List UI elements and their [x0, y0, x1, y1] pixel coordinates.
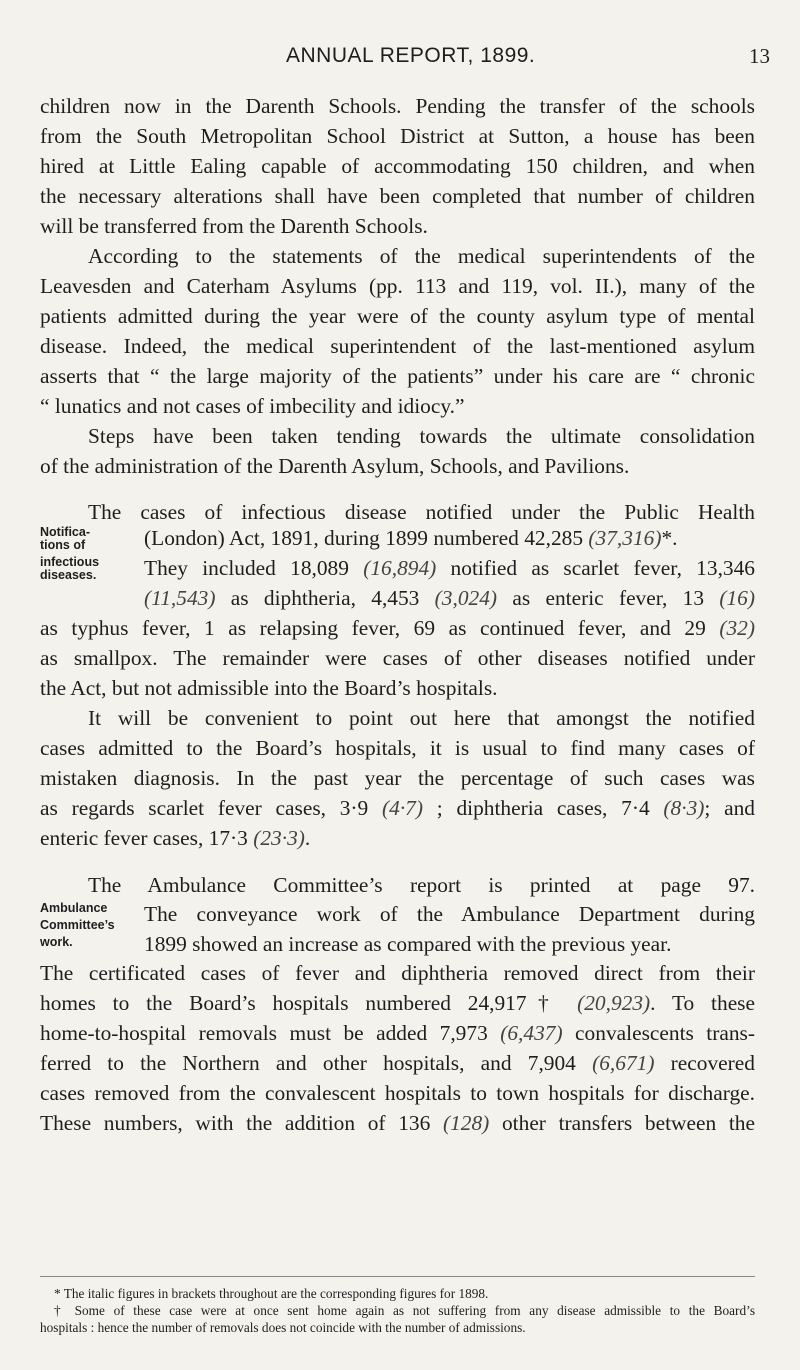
text-line: cases removed from the convalescent hospitals to town hospitals for discharge.	[40, 1081, 755, 1105]
text-line: The Ambulance Committee’s report is printed at page 97.	[88, 873, 755, 897]
text-line: 1899 showed an increase as compared with the previous year.	[144, 932, 672, 956]
text-line: The certificated cases of fever and diphtheria removed direct from their	[40, 961, 755, 985]
text-line: from the South Metropolitan School District at Sutton, a house has been	[40, 124, 755, 148]
text-line: as regards scarlet fever cases, 3·9 (4·7) ; diphtheria cases, 7·4 (8·3); and	[40, 796, 755, 820]
text-line: They included 18,089 (16,894) notified as scarlet fever, 13,346	[144, 556, 755, 580]
footnote-rule	[40, 1276, 755, 1277]
text-line: of the administration of the Darenth Asylum, Schools, and Pavilions.	[40, 454, 630, 478]
report-title: ANNUAL REPORT, 1899.	[286, 44, 536, 67]
text-line: According to the statements of the medical superintendents of the	[88, 244, 755, 268]
text-line: enteric fever cases, 17·3 (23·3).	[40, 826, 311, 850]
text-line: Leavesden and Caterham Asylums (pp. 113 and 119, vol. II.), many of the	[40, 274, 755, 298]
footnote: † Some of these case were at once sent home again as not suffering from any disease admissible to the Board’s	[54, 1303, 755, 1318]
text-line: asserts that “ the large majority of the patients” under his care are “ chronic	[40, 364, 755, 388]
text-line: disease. Indeed, the medical superintendent of the last-mentioned asylum	[40, 334, 755, 358]
text-line: home-to-hospital removals must be added 7,973 (6,437) convalescents trans-	[40, 1021, 755, 1045]
footnote: * The italic figures in brackets throughout are the corresponding figures for 1898.	[54, 1286, 489, 1301]
text-line: children now in the Darenth Schools. Pending the transfer of the schools	[40, 94, 755, 118]
text-line: the necessary alterations shall have been completed that number of children	[40, 184, 755, 208]
text-line: Steps have been taken tending towards the ultimate consolidation	[88, 424, 755, 448]
text-line: These numbers, with the addition of 136 (128) other transfers between the	[40, 1111, 755, 1135]
text-line: homes to the Board’s hospitals numbered 24,917† (20,923). To these	[40, 991, 756, 1015]
text-line: mistaken diagnosis. In the past year the percentage of such cases was	[40, 766, 755, 790]
text-line: as smallpox. The remainder were cases of other diseases notified under	[40, 646, 755, 670]
footnote: hospitals : hence the number of removals does not coincide with the number of admissions.	[40, 1320, 526, 1335]
text-line: (London) Act, 1891, during 1899 numbered 42,285 (37,316)*.	[144, 526, 678, 550]
text-line: cases admitted to the Board’s hospitals, it is usual to find many cases of	[40, 736, 755, 760]
text-line: will be transferred from the Darenth Schools.	[40, 214, 428, 238]
text-line: (11,543) as diphtheria, 4,453 (3,024) as enteric fever, 13 (16)	[144, 586, 755, 610]
sidenote-ambulance: Ambulance Committee’s work.	[40, 901, 115, 949]
text-line: It will be convenient to point out here that amongst the notified	[88, 706, 755, 730]
page-number: 13	[749, 44, 770, 68]
text-line: as typhus fever, 1 as relapsing fever, 69 as continued fever, and 29 (32)	[40, 616, 755, 640]
text-line: The cases of infectious disease notified under the Public Health	[88, 500, 755, 524]
text-line: “ lunatics and not cases of imbecility and idiocy.”	[40, 394, 465, 418]
text-line: hired at Little Ealing capable of accommodating 150 children, and when	[40, 154, 755, 178]
text-line: patients admitted during the year were of the county asylum type of mental	[40, 304, 755, 328]
sidenote-notification: Notifica- tions of infectious diseases.	[40, 525, 100, 582]
running-header	[0, 44, 800, 74]
text-line: The conveyance work of the Ambulance Department during	[144, 902, 755, 926]
text-line: ferred to the Northern and other hospitals, and 7,904 (6,671) recovered	[40, 1051, 755, 1075]
text-line: the Act, but not admissible into the Board’s hospitals.	[40, 676, 498, 700]
